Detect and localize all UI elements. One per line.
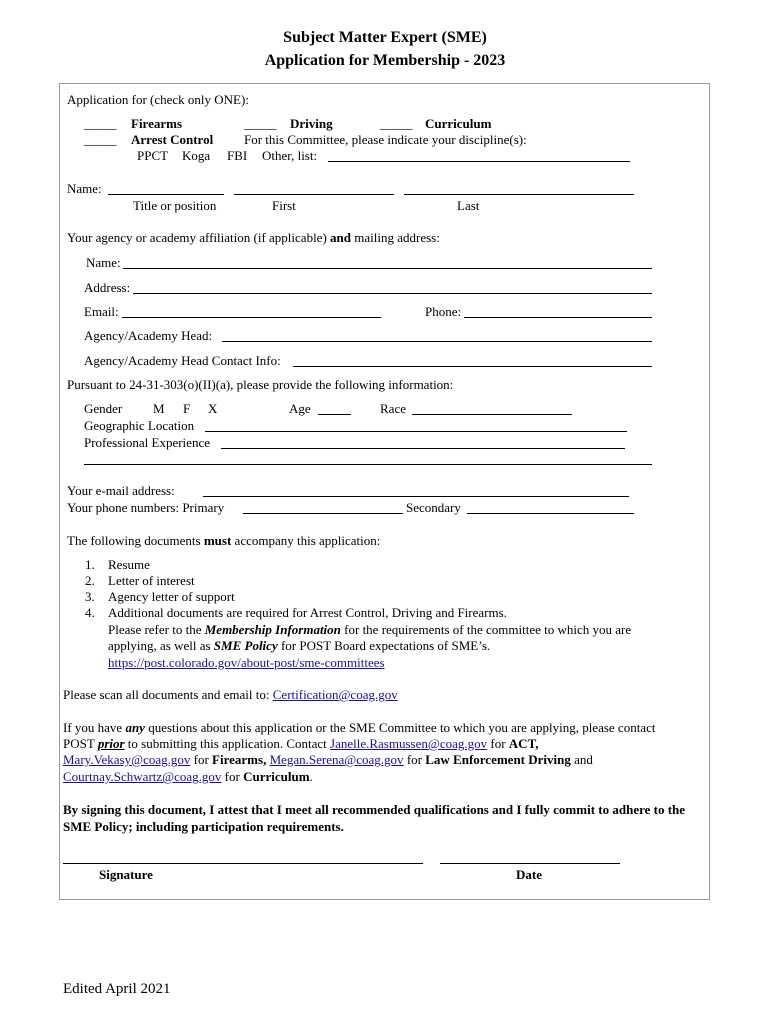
- gender-f[interactable]: F: [183, 401, 191, 416]
- firearms-option: Firearms: [131, 116, 183, 131]
- address-label: Address:: [84, 280, 131, 295]
- geo-label: Geographic Location: [84, 418, 195, 433]
- experience-label: Professional Experience: [84, 435, 210, 450]
- experience-field-line2[interactable]: [84, 464, 652, 465]
- curriculum-blank[interactable]: _____: [380, 116, 413, 131]
- firearms-email-link[interactable]: Mary.Vekasy@coag.gov: [63, 752, 191, 767]
- arrest-control-option: Arrest Control: [131, 132, 214, 147]
- list-item: Resume: [108, 557, 150, 572]
- signature-field[interactable]: [63, 863, 423, 864]
- refer-line-1: Please refer to the Membership Information for the requirements of the committee to which you are: [108, 622, 632, 637]
- questions-line-3: Mary.Vekasy@coag.gov for Firearms, Megan.Serena@coag.gov for Law Enforcement Driving and: [63, 752, 593, 767]
- arrest-control-blank[interactable]: _____: [84, 132, 117, 147]
- agency-phone-label: Phone:: [425, 304, 462, 319]
- list-item-number: 4.: [85, 605, 95, 620]
- list-item-number: 2.: [85, 573, 95, 588]
- name-label: Name:: [67, 181, 102, 196]
- driving-blank[interactable]: _____: [244, 116, 277, 131]
- statute-prompt: Pursuant to 24-31-303(o)(II)(a), please provide the following information:: [67, 377, 454, 392]
- address-field[interactable]: [133, 293, 652, 294]
- agency-name-label: Name:: [86, 255, 121, 270]
- discipline-prompt: For this Committee, please indicate your discipline(s):: [244, 132, 527, 147]
- signature-label: Signature: [99, 867, 153, 882]
- last-caption: Last: [457, 198, 480, 213]
- page-title: Subject Matter Expert (SME): [283, 29, 487, 46]
- gender-m[interactable]: M: [153, 401, 165, 416]
- list-item-number: 1.: [85, 557, 95, 572]
- your-email-field[interactable]: [203, 496, 629, 497]
- documents-prompt: The following documents must accompany this application:: [67, 533, 381, 548]
- race-field[interactable]: [412, 414, 572, 415]
- title-field[interactable]: [108, 194, 224, 195]
- your-email-label: Your e-mail address:: [67, 483, 175, 498]
- list-item: Agency letter of support: [108, 589, 235, 604]
- edited-date: Edited April 2021: [63, 981, 171, 997]
- first-caption: First: [272, 198, 296, 213]
- page-subtitle: Application for Membership - 2023: [264, 52, 506, 69]
- sme-committees-link[interactable]: https://post.colorado.gov/about-post/sme-committees: [108, 655, 385, 670]
- agency-head-field[interactable]: [222, 341, 652, 342]
- secondary-phone-field[interactable]: [467, 513, 634, 514]
- scan-instructions: Please scan all documents and email to: Certification@coag.gov: [63, 687, 398, 702]
- discipline-ppct[interactable]: PPCT: [137, 148, 169, 163]
- questions-line-4: Courtnay.Schwartz@coag.gov for Curriculum.: [63, 769, 313, 784]
- attestation-statement: By signing this document, I attest that I meet all recommended qualifications and I fully commit to adhere to the SME Policy; including participation requirements.: [63, 802, 686, 834]
- agency-phone-field[interactable]: [464, 317, 652, 318]
- date-field[interactable]: [440, 863, 620, 864]
- discipline-other-label: Other, list:: [262, 148, 318, 163]
- list-item-number: 3.: [85, 589, 95, 604]
- date-label: Date: [516, 867, 542, 882]
- firearms-blank[interactable]: _____: [84, 116, 117, 131]
- gender-label: Gender: [84, 401, 123, 416]
- gender-x[interactable]: X: [208, 401, 218, 416]
- race-label: Race: [380, 401, 406, 416]
- list-item: Additional documents are required for Arrest Control, Driving and Firearms.: [108, 605, 507, 620]
- discipline-koga[interactable]: Koga: [182, 148, 211, 163]
- curriculum-option: Curriculum: [425, 116, 492, 131]
- discipline-other-field[interactable]: [328, 161, 630, 162]
- questions-line-2: POST prior to submitting this application. Contact Janelle.Rasmussen@coag.gov for ACT,: [63, 736, 539, 751]
- agency-name-field[interactable]: [123, 268, 652, 269]
- first-name-field[interactable]: [234, 194, 394, 195]
- curriculum-email-link[interactable]: Courtnay.Schwartz@coag.gov: [63, 769, 222, 784]
- agency-head-contact-label: Agency/Academy Head Contact Info:: [84, 353, 281, 368]
- driving-email-link[interactable]: Megan.Serena@coag.gov: [269, 752, 404, 767]
- last-name-field[interactable]: [404, 194, 634, 195]
- discipline-fbi[interactable]: FBI: [227, 148, 248, 163]
- driving-option: Driving: [290, 116, 333, 131]
- agency-email-field[interactable]: [122, 317, 381, 318]
- experience-field[interactable]: [221, 448, 625, 449]
- age-field[interactable]: [318, 414, 351, 415]
- questions-line-1: If you have any questions about this application or the SME Committee to which you are applying, please contact: [63, 720, 656, 735]
- refer-line-2: applying, as well as SME Policy for POST Board expectations of SME’s.: [108, 638, 491, 653]
- primary-phone-field[interactable]: [243, 513, 403, 514]
- secondary-phone-label: Secondary: [406, 500, 461, 515]
- your-phone-label: Your phone numbers: Primary: [67, 500, 225, 515]
- title-caption: Title or position: [133, 198, 217, 213]
- agency-head-label: Agency/Academy Head:: [84, 328, 213, 343]
- agency-email-label: Email:: [84, 304, 119, 319]
- geo-field[interactable]: [205, 431, 627, 432]
- certification-email-link[interactable]: Certification@coag.gov: [272, 687, 398, 702]
- agency-prompt: Your agency or academy affiliation (if applicable) and mailing address:: [67, 230, 440, 245]
- age-label: Age: [289, 401, 311, 416]
- agency-head-contact-field[interactable]: [293, 366, 652, 367]
- application-prompt: Application for (check only ONE):: [67, 92, 249, 107]
- list-item: Letter of interest: [108, 573, 195, 588]
- act-email-link[interactable]: Janelle.Rasmussen@coag.gov: [330, 736, 488, 751]
